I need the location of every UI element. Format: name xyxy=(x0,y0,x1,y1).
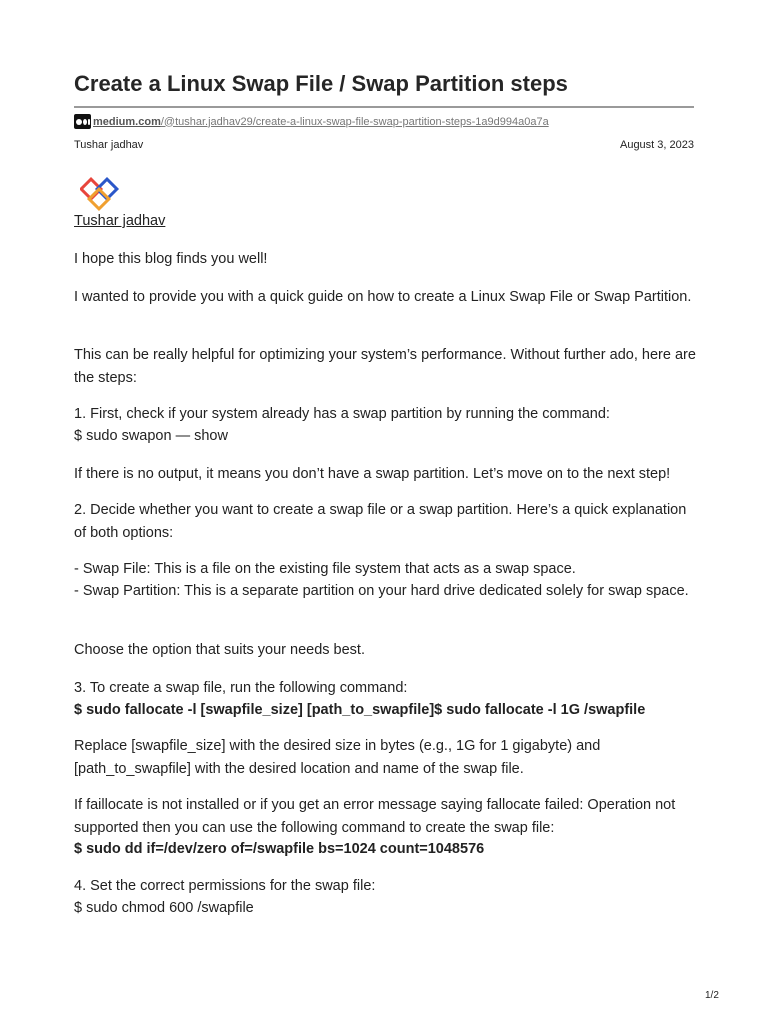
page-title: Create a Linux Swap File / Swap Partition steps xyxy=(74,71,568,96)
command-line: $ sudo chmod 600 /swapfile xyxy=(74,900,254,916)
publish-date: August 3, 2023 xyxy=(619,139,694,151)
medium-logo-icon xyxy=(74,114,91,129)
paragraph: If faillocate is not installed or if you get an error message saying fallocate failed: Operation not supported then you can use the following command to create the swap file: xyxy=(74,797,676,836)
author-link[interactable]: Tushar jadhav xyxy=(74,213,166,229)
article-meta xyxy=(74,139,694,151)
source-domain[interactable]: medium.com xyxy=(93,115,161,128)
paragraph: 1. First, check if your system already has a swap partition by running the command: xyxy=(74,406,610,422)
paragraph: 3. To create a swap file, run the following command: xyxy=(74,680,408,696)
paragraph: If there is no output, it means you don’t have a swap partition. Let’s move on to the next step! xyxy=(74,466,671,482)
title-divider xyxy=(74,106,694,108)
paragraph: This can be really helpful for optimizing your system’s performance. Without further ado, here are the steps: xyxy=(74,347,696,386)
author-name: Tushar jadhav xyxy=(74,139,144,151)
command-line: $ sudo dd if=/dev/zero of=/swapfile bs=1024 count=1048576 xyxy=(74,841,485,857)
source-path[interactable]: /@tushar.jadhav29/create-a-linux-swap-file-swap-partition-steps-1a9d994a0a7a xyxy=(160,115,549,128)
paragraph: I wanted to provide you with a quick guide on how to create a Linux Swap File or Swap Partition. xyxy=(74,289,692,305)
list-item: - Swap Partition: This is a separate partition on your hard drive dedicated solely for swap space. xyxy=(74,583,689,599)
author-avatar[interactable] xyxy=(80,174,122,214)
command-line: $ sudo swapon — show xyxy=(74,428,228,444)
paragraph: I hope this blog finds you well! xyxy=(74,251,268,267)
paragraph: 4. Set the correct permissions for the swap file: xyxy=(74,878,376,894)
paragraph: 2. Decide whether you want to create a swap file or a swap partition. Here’s a quick explanation of both options: xyxy=(74,502,687,541)
paragraph: Replace [swapfile_size] with the desired size in bytes (e.g., 1G for 1 gigabyte) and [path_to_swapfile] with the desired location and name of the swap file. xyxy=(74,738,601,777)
source-link[interactable] xyxy=(74,114,549,129)
command-line: $ sudo fallocate -l [swapfile_size] [path_to_swapfile]$ sudo fallocate -l 1G /swapfile xyxy=(74,702,646,718)
paragraph: Choose the option that suits your needs best. xyxy=(74,642,365,658)
page-number: 1/2 xyxy=(705,990,719,1001)
list-item: - Swap File: This is a file on the existing file system that acts as a swap space. xyxy=(74,561,576,577)
